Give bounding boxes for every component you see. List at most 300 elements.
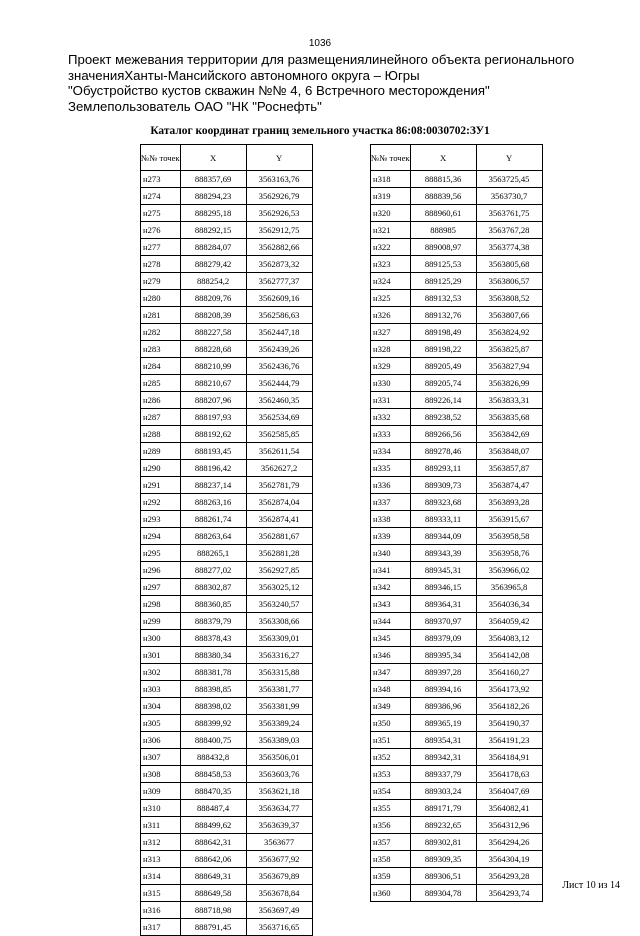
table-row [371, 188, 543, 205]
column-header-x: X [180, 145, 246, 171]
x-coordinate-cell: 889343,39 [410, 545, 476, 562]
x-coordinate-cell: 889395,34 [410, 647, 476, 664]
table-row [371, 358, 543, 375]
y-coordinate-cell: 3562926,79 [246, 188, 312, 205]
point-id-cell: н352 [371, 749, 411, 766]
point-id-cell: н275 [141, 205, 181, 222]
x-coordinate-cell: 888209,76 [180, 290, 246, 307]
point-id-cell: н323 [371, 256, 411, 273]
y-coordinate-cell: 3562912,75 [246, 222, 312, 239]
table-row [371, 443, 543, 460]
point-id-cell: н347 [371, 664, 411, 681]
y-coordinate-cell: 3563805,68 [476, 256, 542, 273]
x-coordinate-cell: 888791,45 [180, 919, 246, 936]
point-id-cell: н283 [141, 341, 181, 358]
point-id-cell: н298 [141, 596, 181, 613]
point-id-cell: н278 [141, 256, 181, 273]
point-id-cell: н319 [371, 188, 411, 205]
table-row [141, 766, 313, 783]
x-coordinate-cell: 888432,8 [180, 749, 246, 766]
y-coordinate-cell: 3563915,67 [476, 511, 542, 528]
y-coordinate-cell: 3562873,32 [246, 256, 312, 273]
point-id-cell: н279 [141, 273, 181, 290]
point-id-cell: н276 [141, 222, 181, 239]
point-id-cell: н340 [371, 545, 411, 562]
y-coordinate-cell: 3563725,45 [476, 171, 542, 188]
y-coordinate-cell: 3563825,87 [476, 341, 542, 358]
x-coordinate-cell: 888263,16 [180, 494, 246, 511]
x-coordinate-cell: 888839,56 [410, 188, 476, 205]
table-row [141, 596, 313, 613]
y-coordinate-cell: 3563381,99 [246, 698, 312, 715]
header-line-1: Проект межевания территории для размещениялинейного объекта регионального [68, 52, 575, 67]
point-id-cell: н330 [371, 375, 411, 392]
y-coordinate-cell: 3563389,03 [246, 732, 312, 749]
table-row [371, 596, 543, 613]
y-coordinate-cell: 3562460,35 [246, 392, 312, 409]
x-coordinate-cell: 888379,79 [180, 613, 246, 630]
y-coordinate-cell: 3563381,77 [246, 681, 312, 698]
x-coordinate-cell: 888381,78 [180, 664, 246, 681]
table-row [371, 341, 543, 358]
y-coordinate-cell: 3563958,58 [476, 528, 542, 545]
point-id-cell: н292 [141, 494, 181, 511]
y-coordinate-cell: 3563309,01 [246, 630, 312, 647]
table-row [141, 409, 313, 426]
table-row [141, 783, 313, 800]
point-id-cell: н315 [141, 885, 181, 902]
point-id-cell: н280 [141, 290, 181, 307]
point-id-cell: н332 [371, 409, 411, 426]
point-id-cell: н293 [141, 511, 181, 528]
table-row [371, 426, 543, 443]
y-coordinate-cell: 3563774,38 [476, 239, 542, 256]
table-row [141, 443, 313, 460]
point-id-cell: н346 [371, 647, 411, 664]
point-id-cell: н321 [371, 222, 411, 239]
y-coordinate-cell: 3564293,28 [476, 868, 542, 885]
x-coordinate-cell: 889125,53 [410, 256, 476, 273]
x-coordinate-cell: 889293,11 [410, 460, 476, 477]
table-row [371, 766, 543, 783]
x-coordinate-cell: 889337,79 [410, 766, 476, 783]
point-id-cell: н337 [371, 494, 411, 511]
x-coordinate-cell: 889132,76 [410, 307, 476, 324]
x-coordinate-cell: 889266,56 [410, 426, 476, 443]
coordinates-table-right [370, 144, 543, 902]
table-row [371, 409, 543, 426]
point-id-cell: н274 [141, 188, 181, 205]
y-coordinate-cell: 3562874,41 [246, 511, 312, 528]
point-id-cell: н360 [371, 885, 411, 902]
point-id-cell: н286 [141, 392, 181, 409]
x-coordinate-cell: 888237,14 [180, 477, 246, 494]
table-header-row [371, 145, 543, 171]
point-id-cell: н300 [141, 630, 181, 647]
table-row [141, 494, 313, 511]
y-coordinate-cell: 3562927,85 [246, 562, 312, 579]
table-row [371, 494, 543, 511]
table-row [141, 460, 313, 477]
y-coordinate-cell: 3563806,57 [476, 273, 542, 290]
x-coordinate-cell: 888208,39 [180, 307, 246, 324]
point-id-cell: н303 [141, 681, 181, 698]
table-row [141, 613, 313, 630]
point-id-cell: н297 [141, 579, 181, 596]
point-id-cell: н328 [371, 341, 411, 358]
sheet-footer: Лист 10 из 14 [562, 880, 620, 891]
table-row [371, 171, 543, 188]
point-id-cell: н348 [371, 681, 411, 698]
header-line-3: "Обустройство кустов скважин №№ 4, 6 Встречного месторождения" [68, 83, 490, 99]
point-id-cell: н350 [371, 715, 411, 732]
table-row [141, 324, 313, 341]
point-id-cell: н349 [371, 698, 411, 715]
table-row [141, 188, 313, 205]
point-id-cell: н325 [371, 290, 411, 307]
y-coordinate-cell: 3564294,26 [476, 834, 542, 851]
column-header-point: №№ точек [141, 145, 181, 171]
x-coordinate-cell: 889198,22 [410, 341, 476, 358]
table-row [141, 664, 313, 681]
y-coordinate-cell: 3563316,27 [246, 647, 312, 664]
table-row [141, 273, 313, 290]
y-coordinate-cell: 3562874,04 [246, 494, 312, 511]
x-coordinate-cell: 888295,18 [180, 205, 246, 222]
x-coordinate-cell: 889342,31 [410, 749, 476, 766]
table-row [141, 341, 313, 358]
y-coordinate-cell: 3564304,19 [476, 851, 542, 868]
point-id-cell: н307 [141, 749, 181, 766]
x-coordinate-cell: 888284,07 [180, 239, 246, 256]
point-id-cell: н273 [141, 171, 181, 188]
y-coordinate-cell: 3563808,52 [476, 290, 542, 307]
y-coordinate-cell: 3562926,53 [246, 205, 312, 222]
x-coordinate-cell: 889008,97 [410, 239, 476, 256]
point-id-cell: н345 [371, 630, 411, 647]
table-row [371, 851, 543, 868]
x-coordinate-cell: 888302,87 [180, 579, 246, 596]
point-id-cell: н295 [141, 545, 181, 562]
x-coordinate-cell: 889125,29 [410, 273, 476, 290]
point-id-cell: н356 [371, 817, 411, 834]
table-row [141, 868, 313, 885]
point-id-cell: н351 [371, 732, 411, 749]
point-id-cell: н334 [371, 443, 411, 460]
point-id-cell: н311 [141, 817, 181, 834]
y-coordinate-cell: 3564047,69 [476, 783, 542, 800]
point-id-cell: н299 [141, 613, 181, 630]
y-coordinate-cell: 3563677 [246, 834, 312, 851]
x-coordinate-cell: 888193,45 [180, 443, 246, 460]
table-row [141, 205, 313, 222]
table-row [371, 511, 543, 528]
table-row [141, 681, 313, 698]
x-coordinate-cell: 889205,49 [410, 358, 476, 375]
x-coordinate-cell: 888470,35 [180, 783, 246, 800]
x-coordinate-cell: 888718,98 [180, 902, 246, 919]
table-row [141, 749, 313, 766]
table-row [141, 256, 313, 273]
y-coordinate-cell: 3562882,66 [246, 239, 312, 256]
y-coordinate-cell: 3562627,2 [246, 460, 312, 477]
x-coordinate-cell: 889232,65 [410, 817, 476, 834]
x-coordinate-cell: 889303,24 [410, 783, 476, 800]
table-row [371, 375, 543, 392]
y-coordinate-cell: 3563603,76 [246, 766, 312, 783]
y-coordinate-cell: 3563730,7 [476, 188, 542, 205]
table-row [141, 851, 313, 868]
y-coordinate-cell: 3562436,76 [246, 358, 312, 375]
table-row [141, 375, 313, 392]
point-id-cell: н326 [371, 307, 411, 324]
y-coordinate-cell: 3563315,88 [246, 664, 312, 681]
x-coordinate-cell: 889309,73 [410, 477, 476, 494]
table-row [371, 783, 543, 800]
y-coordinate-cell: 3562585,85 [246, 426, 312, 443]
point-id-cell: н359 [371, 868, 411, 885]
point-id-cell: н335 [371, 460, 411, 477]
table-row [371, 205, 543, 222]
point-id-cell: н308 [141, 766, 181, 783]
y-coordinate-cell: 3562444,79 [246, 375, 312, 392]
x-coordinate-cell: 889364,31 [410, 596, 476, 613]
x-coordinate-cell: 889323,68 [410, 494, 476, 511]
y-coordinate-cell: 3563639,37 [246, 817, 312, 834]
table-row [141, 358, 313, 375]
point-id-cell: н302 [141, 664, 181, 681]
table-row [371, 630, 543, 647]
y-coordinate-cell: 3564082,41 [476, 800, 542, 817]
y-coordinate-cell: 3562586,63 [246, 307, 312, 324]
x-coordinate-cell: 889386,96 [410, 698, 476, 715]
table-row [141, 426, 313, 443]
point-id-cell: н313 [141, 851, 181, 868]
table-row [371, 528, 543, 545]
x-coordinate-cell: 888263,64 [180, 528, 246, 545]
x-coordinate-cell: 889171,79 [410, 800, 476, 817]
point-id-cell: н281 [141, 307, 181, 324]
x-coordinate-cell: 888207,96 [180, 392, 246, 409]
y-coordinate-cell: 3564191,23 [476, 732, 542, 749]
table-row [371, 698, 543, 715]
table-row [371, 290, 543, 307]
y-coordinate-cell: 3562781,79 [246, 477, 312, 494]
x-coordinate-cell: 888398,02 [180, 698, 246, 715]
column-header-y: Y [246, 145, 312, 171]
y-coordinate-cell: 3563163,76 [246, 171, 312, 188]
table-row [371, 579, 543, 596]
point-id-cell: н329 [371, 358, 411, 375]
column-header-x: X [410, 145, 476, 171]
x-coordinate-cell: 889379,09 [410, 630, 476, 647]
y-coordinate-cell: 3562881,67 [246, 528, 312, 545]
x-coordinate-cell: 889397,28 [410, 664, 476, 681]
x-coordinate-cell: 888649,31 [180, 868, 246, 885]
page-number: 1036 [308, 38, 332, 49]
table-row [371, 749, 543, 766]
x-coordinate-cell: 888649,58 [180, 885, 246, 902]
x-coordinate-cell: 888642,31 [180, 834, 246, 851]
point-id-cell: н296 [141, 562, 181, 579]
header-line-4: Землепользователь ОАО "НК "Роснефть" [68, 98, 322, 114]
y-coordinate-cell: 3563826,99 [476, 375, 542, 392]
point-id-cell: н343 [371, 596, 411, 613]
y-coordinate-cell: 3563966,02 [476, 562, 542, 579]
x-coordinate-cell: 889278,46 [410, 443, 476, 460]
table-row [371, 392, 543, 409]
x-coordinate-cell: 888380,34 [180, 647, 246, 664]
x-coordinate-cell: 888277,02 [180, 562, 246, 579]
y-coordinate-cell: 3563767,28 [476, 222, 542, 239]
x-coordinate-cell: 888499,62 [180, 817, 246, 834]
point-id-cell: н284 [141, 358, 181, 375]
table-row [371, 273, 543, 290]
point-id-cell: н333 [371, 426, 411, 443]
y-coordinate-cell: 3562447,18 [246, 324, 312, 341]
point-id-cell: н289 [141, 443, 181, 460]
x-coordinate-cell: 889226,14 [410, 392, 476, 409]
table-row [371, 664, 543, 681]
x-coordinate-cell: 888279,42 [180, 256, 246, 273]
table-row [371, 800, 543, 817]
y-coordinate-cell: 3563835,68 [476, 409, 542, 426]
y-coordinate-cell: 3564173,92 [476, 681, 542, 698]
point-id-cell: н291 [141, 477, 181, 494]
y-coordinate-cell: 3563848,07 [476, 443, 542, 460]
table-row [371, 239, 543, 256]
table-row [141, 919, 313, 936]
y-coordinate-cell: 3564178,63 [476, 766, 542, 783]
y-coordinate-cell: 3564083,12 [476, 630, 542, 647]
point-id-cell: н306 [141, 732, 181, 749]
y-coordinate-cell: 3563824,92 [476, 324, 542, 341]
point-id-cell: н285 [141, 375, 181, 392]
x-coordinate-cell: 888254,2 [180, 273, 246, 290]
table-row [141, 647, 313, 664]
table-row [141, 290, 313, 307]
y-coordinate-cell: 3563679,89 [246, 868, 312, 885]
y-coordinate-cell: 3562611,54 [246, 443, 312, 460]
x-coordinate-cell: 888192,62 [180, 426, 246, 443]
x-coordinate-cell: 888378,43 [180, 630, 246, 647]
table-row [141, 715, 313, 732]
table-row [371, 681, 543, 698]
table-row [371, 715, 543, 732]
coordinates-table-left [140, 144, 313, 936]
table-row [141, 477, 313, 494]
table-row [141, 307, 313, 324]
table-row [141, 732, 313, 749]
x-coordinate-cell: 889304,78 [410, 885, 476, 902]
x-coordinate-cell: 888261,74 [180, 511, 246, 528]
x-coordinate-cell: 889238,52 [410, 409, 476, 426]
x-coordinate-cell: 889354,31 [410, 732, 476, 749]
x-coordinate-cell: 889333,11 [410, 511, 476, 528]
point-id-cell: н309 [141, 783, 181, 800]
y-coordinate-cell: 3563634,77 [246, 800, 312, 817]
y-coordinate-cell: 3563857,87 [476, 460, 542, 477]
table-row [371, 562, 543, 579]
y-coordinate-cell: 3564059,42 [476, 613, 542, 630]
x-coordinate-cell: 888398,85 [180, 681, 246, 698]
y-coordinate-cell: 3563308,66 [246, 613, 312, 630]
table-row [371, 477, 543, 494]
point-id-cell: н294 [141, 528, 181, 545]
y-coordinate-cell: 3563807,66 [476, 307, 542, 324]
table-row [141, 528, 313, 545]
x-coordinate-cell: 889205,74 [410, 375, 476, 392]
y-coordinate-cell: 3564190,37 [476, 715, 542, 732]
document-header [68, 52, 628, 114]
x-coordinate-cell: 889365,19 [410, 715, 476, 732]
x-coordinate-cell: 889132,53 [410, 290, 476, 307]
table-row [371, 307, 543, 324]
point-id-cell: н336 [371, 477, 411, 494]
x-coordinate-cell: 888197,93 [180, 409, 246, 426]
x-coordinate-cell: 889370,97 [410, 613, 476, 630]
table-row [141, 511, 313, 528]
point-id-cell: н314 [141, 868, 181, 885]
header-line-2: значенияХанты-Мансийского автономного округа – Югры [68, 67, 420, 83]
y-coordinate-cell: 3563893,28 [476, 494, 542, 511]
table-row [371, 256, 543, 273]
x-coordinate-cell: 888357,69 [180, 171, 246, 188]
x-coordinate-cell: 888360,85 [180, 596, 246, 613]
y-coordinate-cell: 3563761,75 [476, 205, 542, 222]
table-row [141, 698, 313, 715]
x-coordinate-cell: 888196,42 [180, 460, 246, 477]
y-coordinate-cell: 3562439,26 [246, 341, 312, 358]
y-coordinate-cell: 3563389,24 [246, 715, 312, 732]
x-coordinate-cell: 888642,06 [180, 851, 246, 868]
table-row [141, 545, 313, 562]
y-coordinate-cell: 3563827,94 [476, 358, 542, 375]
table-row [371, 545, 543, 562]
point-id-cell: н287 [141, 409, 181, 426]
table-row [141, 222, 313, 239]
y-coordinate-cell: 3563965,8 [476, 579, 542, 596]
point-id-cell: н341 [371, 562, 411, 579]
point-id-cell: н304 [141, 698, 181, 715]
x-coordinate-cell: 889344,09 [410, 528, 476, 545]
y-coordinate-cell: 3563677,92 [246, 851, 312, 868]
point-id-cell: н327 [371, 324, 411, 341]
y-coordinate-cell: 3563833,31 [476, 392, 542, 409]
table-row [371, 613, 543, 630]
point-id-cell: н316 [141, 902, 181, 919]
point-id-cell: н342 [371, 579, 411, 596]
table-row [141, 834, 313, 851]
table-row [141, 630, 313, 647]
table-row [371, 324, 543, 341]
point-id-cell: н355 [371, 800, 411, 817]
x-coordinate-cell: 888985 [410, 222, 476, 239]
y-coordinate-cell: 3563716,65 [246, 919, 312, 936]
y-coordinate-cell: 3564160,27 [476, 664, 542, 681]
x-coordinate-cell: 888265,1 [180, 545, 246, 562]
y-coordinate-cell: 3562609,16 [246, 290, 312, 307]
y-coordinate-cell: 3564142,08 [476, 647, 542, 664]
point-id-cell: н344 [371, 613, 411, 630]
y-coordinate-cell: 3563240,57 [246, 596, 312, 613]
table-row [141, 885, 313, 902]
point-id-cell: н338 [371, 511, 411, 528]
x-coordinate-cell: 888294,23 [180, 188, 246, 205]
x-coordinate-cell: 888210,67 [180, 375, 246, 392]
table-row [141, 902, 313, 919]
x-coordinate-cell: 888815,36 [410, 171, 476, 188]
